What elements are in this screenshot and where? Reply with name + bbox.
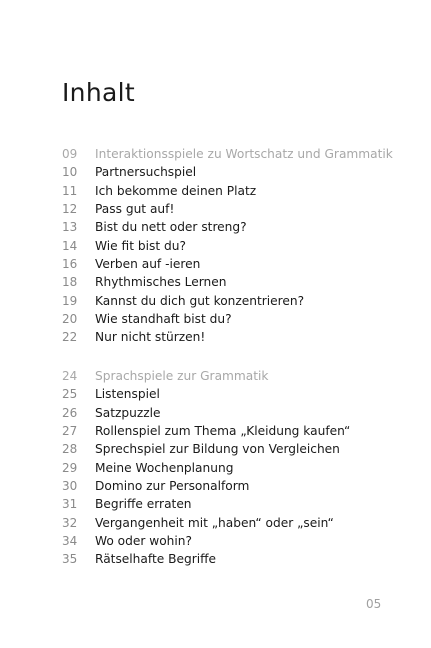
toc-page-number: 18 xyxy=(62,275,78,290)
toc-page-number: 24 xyxy=(62,369,78,383)
toc-page-number: 31 xyxy=(62,497,78,512)
toc-entry-title: Wie standhaft bist du? xyxy=(95,312,232,327)
toc-page-number: 16 xyxy=(62,257,78,272)
toc-entry xyxy=(62,495,412,513)
toc-entry-title: Rollenspiel zum Thema „Kleidung kaufen“ xyxy=(95,424,351,439)
toc-page-number: 29 xyxy=(62,460,78,475)
toc-page-number: 09 xyxy=(62,147,78,161)
toc-page-number: 19 xyxy=(62,293,78,308)
toc-entry xyxy=(62,218,412,236)
toc-entry xyxy=(62,459,412,477)
toc-section-title: Interaktionsspiele zu Wortschatz und Grammatik xyxy=(95,147,393,161)
page-number: 05 xyxy=(366,597,382,611)
toc-entry xyxy=(62,328,412,346)
toc-entry xyxy=(62,310,412,328)
toc-entry xyxy=(62,385,412,403)
toc-page-number: 30 xyxy=(62,479,78,494)
toc-entry xyxy=(62,200,412,218)
toc-entry-title: Wie fit bist du? xyxy=(95,238,186,253)
toc-entry-title: Meine Wochenplanung xyxy=(95,460,234,475)
toc-entry-title: Listenspiel xyxy=(95,387,160,402)
toc-entry xyxy=(62,163,412,181)
toc-page-number: 10 xyxy=(62,165,78,180)
toc-page-number: 25 xyxy=(62,387,78,402)
toc-page-number: 14 xyxy=(62,238,78,253)
toc-entry xyxy=(62,292,412,310)
toc-entry-title: Rhythmisches Lernen xyxy=(95,275,227,290)
toc-entry-title: Ich bekomme deinen Platz xyxy=(95,183,257,198)
toc-entry xyxy=(62,237,412,255)
toc-entry xyxy=(62,422,412,440)
toc-page-number: 26 xyxy=(62,405,78,420)
toc-entry-title: Sprechspiel zur Bildung von Vergleichen xyxy=(95,442,340,457)
toc-entry-title: Wo oder wohin? xyxy=(95,534,192,549)
toc-entry-title: Satzpuzzle xyxy=(95,405,161,420)
toc-entry-title: Rätselhafte Begriffe xyxy=(95,552,216,567)
toc-section-title: Sprachspiele zur Grammatik xyxy=(95,369,269,383)
toc-entry-title: Domino zur Personalform xyxy=(95,479,250,494)
toc-page-number: 32 xyxy=(62,515,78,530)
toc-entry-title: Pass gut auf! xyxy=(95,202,175,217)
toc-page-number: 28 xyxy=(62,442,78,457)
toc-entry-title: Kannst du dich gut konzentrieren? xyxy=(95,293,305,308)
toc-entry xyxy=(62,182,412,200)
toc-section-sprachspiele xyxy=(62,367,412,569)
page-title: Inhalt xyxy=(62,78,135,107)
toc-page-number: 13 xyxy=(62,220,78,235)
toc-page-number: 12 xyxy=(62,202,78,217)
toc-entry-title: Begriffe erraten xyxy=(95,497,192,512)
toc-entry-title: Nur nicht stürzen! xyxy=(95,330,206,345)
toc-entry xyxy=(62,440,412,458)
toc-page-number: 22 xyxy=(62,330,78,345)
toc-page-number: 35 xyxy=(62,552,78,567)
toc-entry-title: Bist du nett oder streng? xyxy=(95,220,247,235)
toc-entry xyxy=(62,477,412,495)
toc-entry xyxy=(62,273,412,291)
toc-section-heading xyxy=(62,145,412,163)
toc-entry xyxy=(62,532,412,550)
toc-page-number: 34 xyxy=(62,534,78,549)
toc-entry xyxy=(62,550,412,568)
toc-page-number: 11 xyxy=(62,183,78,198)
toc-page-number: 27 xyxy=(62,424,78,439)
toc-entry xyxy=(62,404,412,422)
toc-entry-title: Verben auf -ieren xyxy=(95,257,201,272)
toc-entry xyxy=(62,514,412,532)
toc-section-interaktionsspiele xyxy=(62,145,412,347)
toc-entry-title: Vergangenheit mit „haben“ oder „sein“ xyxy=(95,515,334,530)
toc-section-heading xyxy=(62,367,412,385)
toc-entry xyxy=(62,255,412,273)
toc-page-number: 20 xyxy=(62,312,78,327)
toc-entry-title: Partnersuchspiel xyxy=(95,165,197,180)
